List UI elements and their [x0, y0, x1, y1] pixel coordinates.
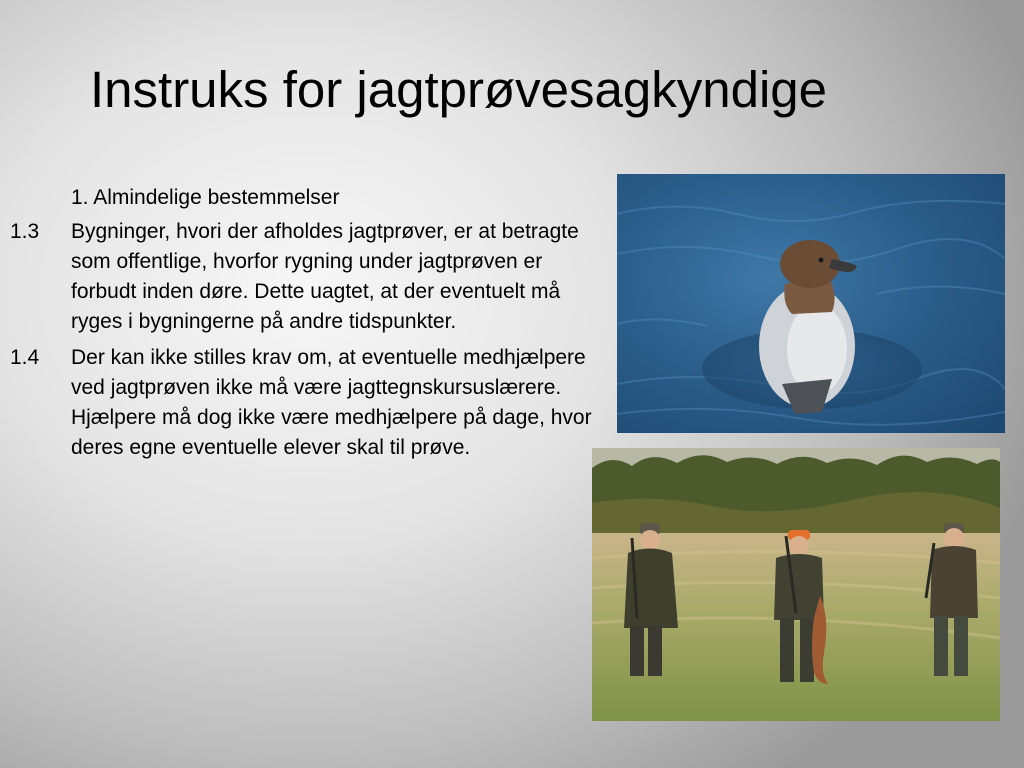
duck-photo: [617, 174, 1005, 433]
duck-eye: [819, 258, 824, 263]
rule-item: [0, 217, 610, 337]
rule-number: 1.4: [10, 346, 40, 369]
rule-text: Der kan ikke stilles krav om, at eventuelle medhjælpere ved jagtprøven ikke må være jagttegnskursuslærere. Hjælpere må dog ikke være medhjælpere på dage, hvor deres egne eventuelle elever skal til prøve.: [71, 346, 592, 459]
section-heading: 1. Almindelige bestemmelser: [71, 186, 340, 209]
duck-illustration: [617, 174, 1005, 433]
hunters-illustration: [592, 448, 1000, 721]
duck-tail: [782, 379, 832, 414]
rule-text: Bygninger, hvori der afholdes jagtprøver, er at betragte som offentlige, hvorfor rygning under jagtprøven er forbudt inden døre. Dette uagtet, at der eventuelt må ryges i bygningerne på andre tidspunkter.: [71, 220, 579, 333]
hunters-photo: [592, 448, 1000, 721]
rule-number: 1.3: [10, 220, 40, 243]
slide-title: Instruks for jagtprøvesagkyndige: [90, 61, 828, 118]
slide-body: [0, 183, 610, 469]
rule-item: [0, 343, 610, 463]
